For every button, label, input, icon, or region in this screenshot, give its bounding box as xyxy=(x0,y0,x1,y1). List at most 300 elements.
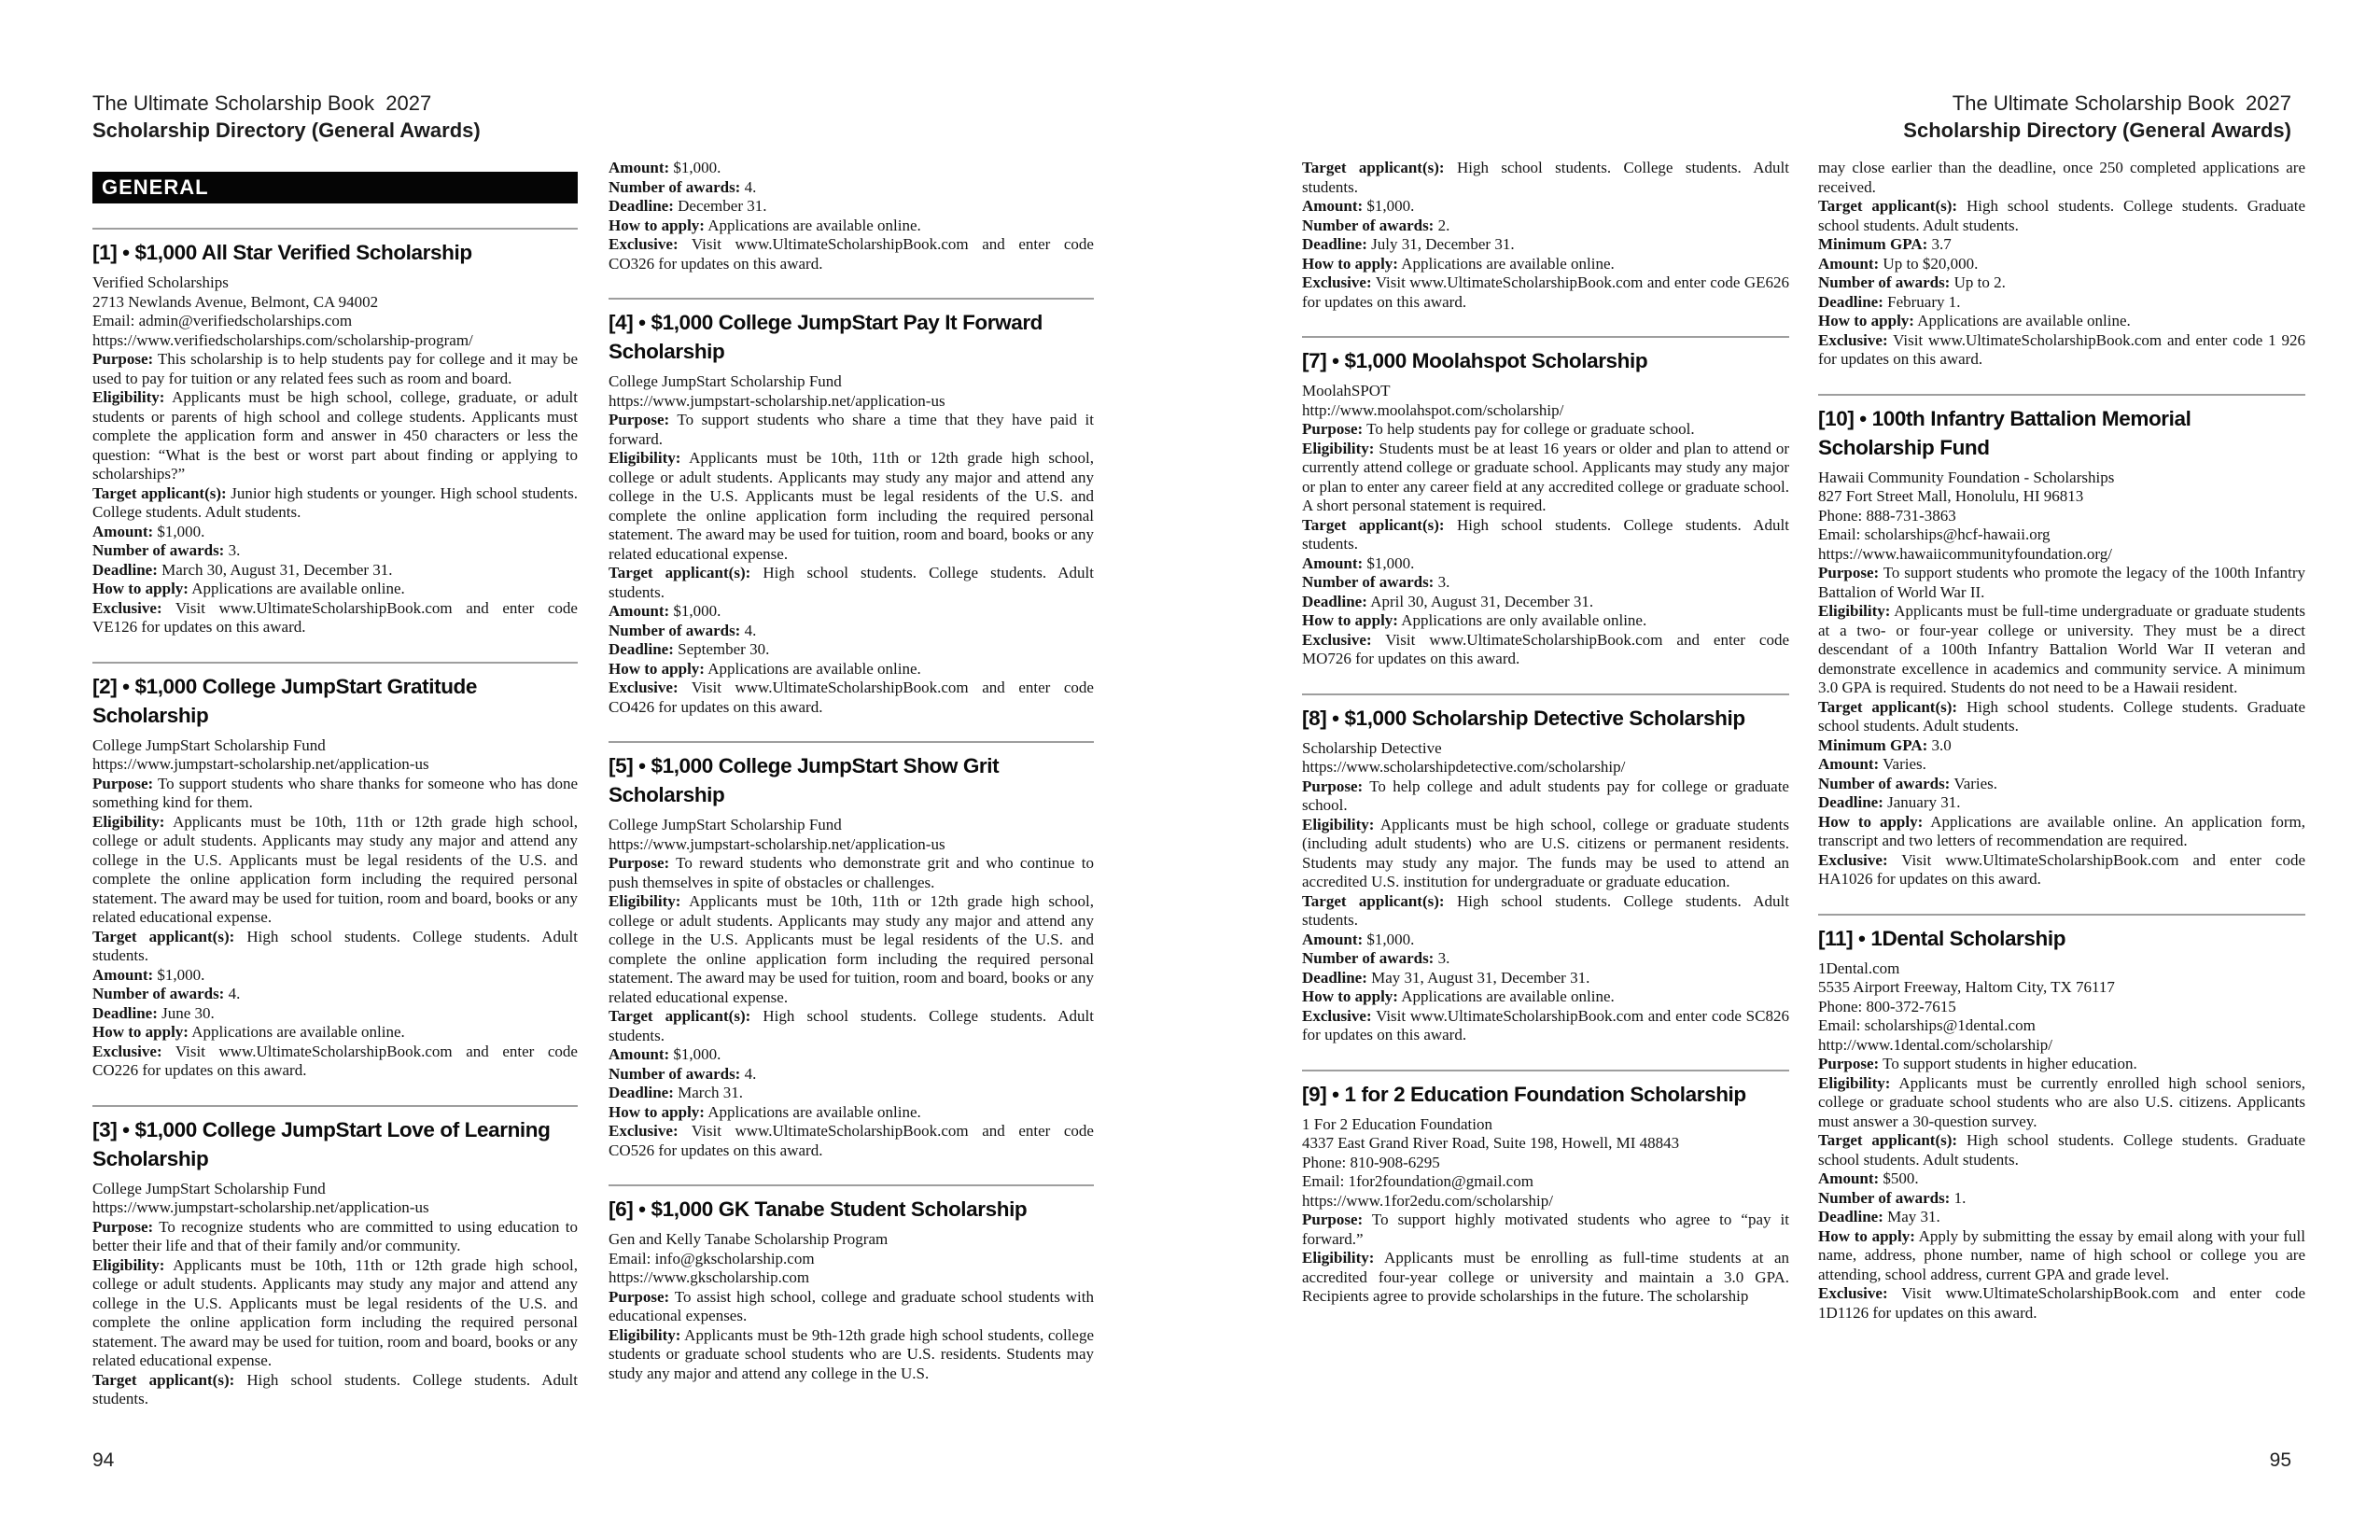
field-label: Purpose: xyxy=(609,411,670,428)
entry-field xyxy=(92,775,578,813)
field-text: Varies. xyxy=(1883,755,1926,773)
field-text: To support students who share thanks for someone who has done something kind for them. xyxy=(92,774,578,811)
entry-contact-line: College JumpStart Scholarship Fund xyxy=(92,735,326,754)
field-text: Applicants must be 10th, 11th or 12th grade high school, college or adult students. Applicants may study any major and attend any college in the U.S. Applicants must be legal residents of the U.S. and complete the online application form including the required personal statement. The award may be used for tuition, room and board, books or any related educational expense. xyxy=(609,892,1095,1006)
field-text: To recognize students who are committed to using education to better their life and that of their family and/or community. xyxy=(92,1217,578,1254)
entry-continuation xyxy=(1818,159,2305,370)
entry-contact-line: Verified Scholarships xyxy=(92,273,229,291)
field-text: High school students. College students. Adult students. xyxy=(92,1370,579,1407)
field-text: High school students. College students. Adult students. xyxy=(1302,159,1789,196)
field-label: Amount: xyxy=(1302,930,1364,948)
field-text: March 31. xyxy=(678,1084,744,1101)
field-label: How to apply: xyxy=(609,659,705,678)
field-label: Exclusive: xyxy=(92,1042,162,1060)
field-label: Exclusive: xyxy=(609,679,679,696)
directory-subtitle: Scholarship Directory (General Awards) xyxy=(92,119,481,142)
entry-contact-line: College JumpStart Scholarship Fund xyxy=(609,372,842,390)
field-text: To help students pay for college or graduate school. xyxy=(1366,420,1695,438)
entry-contact-line: Email: scholarships@hcf-hawaii.org xyxy=(1818,525,2051,543)
field-text: Applicants must be enrolling as full-time students at an accredited four-year college or university and maintain a 3.0 GPA. Recipients agree to provide scholarships in the future. The scholarship xyxy=(1302,1249,1789,1305)
entry-field xyxy=(1818,312,2305,331)
field-label: Deadline: xyxy=(1818,292,1883,311)
entry-field xyxy=(92,1218,578,1256)
field-text: To reward students who demonstrate grit and who continue to push themselves in spite of obstacles or challenges. xyxy=(609,854,1094,891)
entry-field xyxy=(1818,1169,2305,1189)
field-label: Amount: xyxy=(1818,254,1880,273)
entry-field xyxy=(1818,1074,2305,1132)
field-label: Amount: xyxy=(1818,755,1880,773)
entry-field xyxy=(1818,793,2305,813)
field-label: Exclusive: xyxy=(1302,273,1372,291)
entry-contact-line: 2713 Newlands Avenue, Belmont, CA 94002 xyxy=(92,292,379,311)
field-label: How to apply: xyxy=(1302,987,1398,1005)
entry-field xyxy=(92,561,578,581)
entry-field xyxy=(1302,1249,1789,1307)
field-text: To help college and adult students pay for college or graduate school. xyxy=(1302,777,1789,814)
entry-contact-line: 827 Fort Street Mall, Honolulu, HI 96813 xyxy=(1818,487,2084,505)
entry-contact-line: 5535 Airport Freeway, Haltom City, TX 76117 xyxy=(1818,978,2115,996)
field-text: 4. xyxy=(744,1064,757,1083)
field-text: Students must be at least 16 years or older and plan to attend or currently attend college or graduate school. Applicants may study any major or plan to enter any career field at any accredited college or graduate school. A short personal statement is required. xyxy=(1302,439,1790,514)
left-page-header xyxy=(92,90,481,144)
entry-field xyxy=(1818,1284,2305,1323)
field-label: Purpose: xyxy=(1818,1055,1880,1072)
field-label: Target applicant(s): xyxy=(1818,1131,1958,1149)
entry-field xyxy=(609,449,1094,564)
field-label: Target applicant(s): xyxy=(92,1370,235,1389)
entry-field xyxy=(1302,892,1789,931)
field-text: High school students. College students. Graduate school students. Adult students. xyxy=(1818,197,2305,234)
scholarship-entry xyxy=(609,741,1094,1160)
field-text: $1,000. xyxy=(1366,197,1415,215)
field-label: Exclusive: xyxy=(609,1122,679,1140)
field-text: Applications are only available online. xyxy=(1401,611,1647,629)
entry-continuation xyxy=(1302,159,1789,312)
scholarship-entry xyxy=(609,298,1094,717)
field-text: High school students. College students. Adult students. xyxy=(609,1007,1095,1044)
field-text: Applicants must be high school, college, graduate, or adult students or parents of high school and college students. Applicants must complete the application form and answer in 450 characters or less the question: “What is the best or worst part about finding or applying to scholarships?” xyxy=(92,388,579,483)
field-label: Exclusive: xyxy=(609,235,679,253)
entry-field xyxy=(1302,554,1789,574)
field-label: Deadline: xyxy=(1818,1208,1883,1225)
entry-contact-line: https://www.1for2edu.com/scholarship/ xyxy=(1302,1191,1553,1210)
entry-field xyxy=(609,159,1094,178)
entry-field xyxy=(92,523,578,542)
entry-field xyxy=(609,217,1094,236)
field-label: Target applicant(s): xyxy=(1302,515,1445,534)
field-text: High school students. College students. Adult students. xyxy=(1302,891,1789,929)
entry-field xyxy=(609,1045,1094,1065)
field-label: Exclusive: xyxy=(1818,330,1888,349)
entry-field xyxy=(92,541,578,561)
entry-contact-line: https://www.jumpstart-scholarship.net/application-us xyxy=(609,391,945,410)
entry-contact-line: https://www.scholarshipdetective.com/scholarship/ xyxy=(1302,758,1626,776)
entry-field xyxy=(1302,949,1789,969)
field-text: Visit www.UltimateScholarshipBook.com and enter code 1D1126 for updates on this award. xyxy=(1818,1284,2305,1322)
field-label: Deadline: xyxy=(609,197,674,215)
entry-field xyxy=(1302,273,1789,312)
field-text: Visit www.UltimateScholarshipBook.com and enter code CO426 for updates on this award. xyxy=(609,679,1094,716)
field-label: How to apply: xyxy=(1302,254,1398,273)
field-text: High school students. College students. Adult students. xyxy=(1302,515,1789,553)
field-text: 3. xyxy=(228,541,241,559)
entry-field xyxy=(609,1288,1094,1326)
field-label: How to apply: xyxy=(92,1023,189,1041)
field-text: 3. xyxy=(1437,573,1450,591)
entry-contact-line: Phone: 810-908-6295 xyxy=(1302,1153,1440,1171)
entry-field xyxy=(1818,1227,2305,1285)
entry-field xyxy=(92,928,578,966)
field-label: Eligibility: xyxy=(92,388,165,406)
entry-field xyxy=(1818,813,2305,851)
field-label: Purpose: xyxy=(92,774,154,792)
field-text: $1,000. xyxy=(1366,930,1415,948)
field-text: High school students. College students. Graduate school students. Adult students. xyxy=(1818,697,2305,735)
scholarship-entry xyxy=(92,662,578,1081)
entry-contact-line: https://www.verifiedscholarships.com/scholarship-program/ xyxy=(92,330,473,349)
entry-contact-line: Email: info@gkscholarship.com xyxy=(609,1249,815,1267)
field-text: Applications are available online. xyxy=(707,659,921,678)
entry-field xyxy=(1818,331,2305,370)
field-text: To support students who promote the legacy of the 100th Infantry Battalion of World War II. xyxy=(1818,564,2305,601)
field-text: February 1. xyxy=(1887,292,1961,311)
scholarship-entry xyxy=(1302,693,1789,1045)
field-label: Number of awards: xyxy=(1818,1188,1951,1207)
entry-field xyxy=(609,197,1094,217)
entry-contact-line: Hawaii Community Foundation - Scholarships xyxy=(1818,468,2115,486)
field-label: Deadline: xyxy=(1302,235,1367,253)
field-text: To assist high school, college and graduate school students with educational expenses. xyxy=(609,1287,1094,1324)
field-label: Purpose: xyxy=(1302,420,1364,438)
field-text: 4. xyxy=(744,621,757,639)
entry-field xyxy=(1302,197,1789,217)
field-text: September 30. xyxy=(678,640,770,658)
entry-contact-line: Email: admin@verifiedscholarships.com xyxy=(92,312,353,329)
field-label: Deadline: xyxy=(609,640,674,658)
field-text: Visit www.UltimateScholarshipBook.com and enter code CO226 for updates on this award. xyxy=(92,1042,578,1079)
entry-title: [5] • $1,000 College JumpStart Show Grit Scholarship xyxy=(609,754,1000,806)
entry-field xyxy=(92,1371,578,1409)
entry-field xyxy=(1302,593,1789,612)
entry-title: [11] • 1Dental Scholarship xyxy=(1818,926,2066,950)
field-label: Minimum GPA: xyxy=(1818,735,1928,754)
field-text: This scholarship is to help students pay for college and it may be used to pay for tuition or any related fees such as room and board. xyxy=(92,350,578,387)
entry-field xyxy=(609,1122,1094,1160)
field-label: Eligibility: xyxy=(92,812,165,831)
entry-field xyxy=(1302,777,1789,816)
scholarship-entry xyxy=(1818,394,2305,889)
field-label: Purpose: xyxy=(1302,777,1364,795)
field-label: Number of awards: xyxy=(1302,216,1435,234)
entry-contact-line: https://www.gkscholarship.com xyxy=(609,1268,810,1286)
entry-field xyxy=(1818,736,2305,756)
entry-field xyxy=(1818,293,2305,313)
field-text: $1,000. xyxy=(157,965,205,984)
entry-field xyxy=(1302,159,1789,197)
field-text: 3.7 xyxy=(1931,235,1952,253)
field-label: Target applicant(s): xyxy=(1818,697,1958,716)
entry-contact-line: Email: scholarships@1dental.com xyxy=(1818,1016,2036,1034)
entry-field xyxy=(92,813,578,928)
entry-field xyxy=(92,580,578,599)
field-label: Number of awards: xyxy=(609,621,741,639)
field-text: March 30, August 31, December 31. xyxy=(161,560,393,579)
entry-title: [7] • $1,000 Moolahspot Scholarship xyxy=(1302,349,1648,372)
field-label: How to apply: xyxy=(92,580,189,597)
field-label: Purpose: xyxy=(609,854,670,872)
entry-field xyxy=(609,1326,1094,1384)
field-text: Applications are available online. xyxy=(191,580,405,597)
entry-field xyxy=(92,1023,578,1043)
field-label: How to apply: xyxy=(609,1102,705,1121)
field-text: Applications are available online. An application form, transcript and two letters of recommendation are required. xyxy=(1818,812,2305,849)
field-label: Deadline: xyxy=(1302,592,1367,610)
entry-contact-line: Phone: 800-372-7615 xyxy=(1818,997,1956,1015)
field-text: Visit www.UltimateScholarshipBook.com and enter code CO326 for updates on this award. xyxy=(609,235,1094,273)
entry-field xyxy=(609,892,1094,1007)
entry-field xyxy=(92,985,578,1004)
entry-field xyxy=(609,854,1094,892)
field-label: Target applicant(s): xyxy=(609,1007,751,1025)
field-label: Eligibility: xyxy=(609,1325,681,1344)
field-label: How to apply: xyxy=(609,216,705,234)
entry-contact-line: Email: 1for2foundation@gmail.com xyxy=(1302,1172,1533,1190)
entry-field xyxy=(609,235,1094,273)
field-label: Eligibility: xyxy=(1302,1249,1375,1267)
entry-contact-line: Scholarship Detective xyxy=(1302,738,1442,757)
field-label: Eligibility: xyxy=(1302,815,1375,833)
entry-field xyxy=(1302,255,1789,274)
field-label: Amount: xyxy=(1818,1169,1880,1187)
entry-field xyxy=(1818,698,2305,736)
field-label: Exclusive: xyxy=(1818,1284,1888,1302)
field-text: July 31, December 31. xyxy=(1371,235,1515,253)
field-text: To support students in higher education. xyxy=(1883,1055,2137,1072)
field-text: 4. xyxy=(228,985,241,1002)
field-label: Deadline: xyxy=(92,1003,158,1022)
eligibility-continued-text: may close earlier than the deadline, once 250 completed applications are received. xyxy=(1818,159,2305,196)
field-text: Applications are available online. xyxy=(1401,987,1615,1005)
entry-field xyxy=(92,1004,578,1024)
entry-field xyxy=(1302,440,1789,516)
field-text: Applicants must be 10th, 11th or 12th grade high school, college or adult students. Applicants may study any major and attend any college in the U.S. Applicants must be legal residents of the U.S. and complete the online application form including the required personal statement. The award may be used for tuition, room and board, books or any related educational expense. xyxy=(92,1255,579,1369)
field-label: Amount: xyxy=(1302,197,1364,215)
entry-field xyxy=(1818,851,2305,889)
entry-title: [8] • $1,000 Scholarship Detective Scholarship xyxy=(1302,706,1745,730)
column-3 xyxy=(1302,159,1789,1307)
field-label: Exclusive: xyxy=(1818,850,1888,869)
field-text: Visit www.UltimateScholarshipBook.com and enter code GE626 for updates on this award. xyxy=(1302,273,1789,311)
entry-field xyxy=(1302,217,1789,236)
field-label: Exclusive: xyxy=(92,598,162,617)
entry-field xyxy=(1818,235,2305,255)
entry-contact-line: http://www.1dental.com/scholarship/ xyxy=(1818,1035,2053,1054)
field-label: Exclusive: xyxy=(1302,1006,1372,1025)
field-text: January 31. xyxy=(1887,793,1961,811)
field-text: 3.0 xyxy=(1931,735,1952,754)
entry-field xyxy=(1818,564,2305,602)
field-text: High school students. College students. Graduate school students. Adult students. xyxy=(1818,1131,2305,1169)
field-label: Amount: xyxy=(609,602,670,620)
entry-contact-line: https://www.jumpstart-scholarship.net/application-us xyxy=(92,755,429,773)
entry-field xyxy=(1818,1208,2305,1227)
section-header-bar: GENERAL xyxy=(92,172,578,203)
entry-field xyxy=(1818,755,2305,775)
field-text: $1,000. xyxy=(157,522,205,540)
field-label: Deadline: xyxy=(1818,793,1883,811)
entry-field xyxy=(1302,235,1789,255)
field-text: December 31. xyxy=(678,197,767,215)
field-text: Junior high students or younger. High school students. College students. Adult students. xyxy=(92,483,578,521)
field-text: May 31. xyxy=(1887,1208,1940,1225)
field-label: Target applicant(s): xyxy=(92,483,227,502)
field-label: Deadline: xyxy=(609,1084,674,1101)
scholarship-entry xyxy=(1302,336,1789,669)
entry-contact-line: 1Dental.com xyxy=(1818,959,1900,977)
entry-field xyxy=(92,388,578,484)
entry-contact-line: MoolahSPOT xyxy=(1302,382,1391,399)
entry-contact-line: https://www.hawaiicommunityfoundation.org/ xyxy=(1818,544,2112,563)
right-page-header xyxy=(1903,90,2291,144)
field-label: Purpose: xyxy=(1302,1211,1364,1228)
field-text: Applicants must be currently enrolled high school seniors, college or graduate school students who are also U.S. citizens. Applicants must answer a 30-question survey. xyxy=(1818,1073,2305,1130)
entry-field xyxy=(1302,611,1789,631)
field-label: Eligibility: xyxy=(1302,439,1375,457)
entry-field xyxy=(609,564,1094,602)
field-label: Eligibility: xyxy=(609,892,681,910)
field-label: Amount: xyxy=(609,1045,670,1063)
field-text: $500. xyxy=(1883,1169,1919,1187)
field-label: Deadline: xyxy=(92,560,158,579)
field-text: Applications are available online. xyxy=(707,216,921,234)
field-text: Up to $20,000. xyxy=(1883,254,1979,273)
entry-field xyxy=(1818,1189,2305,1209)
entry-field xyxy=(609,1065,1094,1085)
entry-field xyxy=(1818,255,2305,274)
field-text: To support students who share a time that they have paid it forward. xyxy=(609,411,1094,448)
entry-contact-line: College JumpStart Scholarship Fund xyxy=(92,1179,326,1197)
entry-field xyxy=(92,966,578,986)
entry-field xyxy=(92,350,578,388)
field-text: High school students. College students. Adult students. xyxy=(92,927,579,964)
field-text: Applicants must be 10th, 11th or 12th grade high school, college or adult students. Applicants may study any major and attend any college in the U.S. Applicants must be legal residents of the U.S. and complete the online application form including the required personal statement. The award may be used for tuition, room and board, books or any related educational expense. xyxy=(92,812,579,926)
field-text: April 30, August 31, December 31. xyxy=(1370,592,1594,610)
field-label: Eligibility: xyxy=(609,449,681,467)
entry-title: [9] • 1 for 2 Education Foundation Scholarship xyxy=(1302,1082,1746,1106)
field-text: Applications are available online. xyxy=(707,1102,921,1121)
field-text: 3. xyxy=(1437,949,1450,967)
field-text: Visit www.UltimateScholarshipBook.com and enter code VE126 for updates on this award. xyxy=(92,598,578,636)
entry-contact-line: http://www.moolahspot.com/scholarship/ xyxy=(1302,400,1564,419)
field-label: Target applicant(s): xyxy=(1302,891,1445,910)
entry-title: [4] • $1,000 College JumpStart Pay It Forward Scholarship xyxy=(609,311,1043,363)
field-label: Amount: xyxy=(92,522,154,540)
field-text: Apply by submitting the essay by email along with your full name, address, phone number, name of high school or college you are attending, school address, current GPA and grade level. xyxy=(1818,1226,2305,1283)
book-title: The Ultimate Scholarship Book 2027 xyxy=(92,91,432,115)
field-text: Visit www.UltimateScholarshipBook.com and enter code MO726 for updates on this award. xyxy=(1302,630,1789,667)
field-text: Visit www.UltimateScholarshipBook.com and enter code HA1026 for updates on this award. xyxy=(1818,850,2305,888)
field-label: Amount: xyxy=(92,965,154,984)
entry-field xyxy=(1302,631,1789,669)
entry-field xyxy=(609,1084,1094,1103)
column-4 xyxy=(1818,159,2305,1323)
entry-field xyxy=(1302,420,1789,440)
scholarship-entry xyxy=(92,228,578,637)
entry-field xyxy=(1302,931,1789,950)
field-label: How to apply: xyxy=(1818,312,1914,329)
field-text: Applications are available online. xyxy=(1917,312,2131,329)
entry-contact-line: Phone: 888-731-3863 xyxy=(1818,506,1956,525)
field-label: Amount: xyxy=(609,159,670,176)
entry-field xyxy=(609,1103,1094,1123)
field-label: Eligibility: xyxy=(92,1255,165,1274)
field-text: Visit www.UltimateScholarshipBook.com and enter code 1 926 for updates on this award. xyxy=(1818,330,2305,368)
field-text: High school students. College students. Adult students. xyxy=(609,564,1095,601)
field-label: Purpose: xyxy=(1818,564,1880,581)
entry-title: [2] • $1,000 College JumpStart Gratitude Scholarship xyxy=(92,674,477,727)
field-text: 1. xyxy=(1953,1188,1967,1207)
entry-title: [1] • $1,000 All Star Verified Scholarship xyxy=(92,241,472,264)
field-text: Visit www.UltimateScholarshipBook.com and enter code CO526 for updates on this award. xyxy=(609,1122,1094,1159)
column-1 xyxy=(92,172,578,1409)
entry-field xyxy=(609,178,1094,198)
field-label: Number of awards: xyxy=(1302,573,1435,591)
entry-field xyxy=(92,1043,578,1081)
field-label: Target applicant(s): xyxy=(1302,159,1445,176)
field-text: Up to 2. xyxy=(1953,273,2006,291)
field-text: May 31, August 31, December 31. xyxy=(1371,968,1590,987)
entry-field xyxy=(1818,1055,2305,1074)
field-text: To support highly motivated students who agree to “pay it forward.” xyxy=(1302,1211,1790,1248)
field-label: Deadline: xyxy=(1302,968,1367,987)
entry-field xyxy=(1302,816,1789,892)
field-label: Exclusive: xyxy=(1302,630,1372,649)
field-label: Number of awards: xyxy=(1302,949,1435,967)
field-text: Applicants must be 9th-12th grade high school students, college students or graduate school students who are U.S. residents. Students may study any major and attend any college in the U.S. xyxy=(609,1325,1094,1382)
entry-field xyxy=(1302,987,1789,1007)
entry-field xyxy=(1302,969,1789,988)
field-text: Applicants must be high school, college or graduate students (including adult students) who are U.S. citizens or permanent residents. Students may study any major. The funds may be used to attend an accredited U.S. institution for undergraduate or graduate education. xyxy=(1302,815,1789,890)
scholarship-entry xyxy=(1818,914,2305,1323)
scholarship-entry xyxy=(1302,1070,1789,1307)
entry-continuation xyxy=(609,159,1094,273)
entry-field xyxy=(609,411,1094,449)
field-text: 2. xyxy=(1437,216,1450,234)
field-text: Varies. xyxy=(1953,774,1998,792)
field-text: Visit www.UltimateScholarshipBook.com and enter code SC826 for updates on this award. xyxy=(1302,1006,1789,1043)
field-text: June 30. xyxy=(161,1003,215,1022)
field-text: Applicants must be full-time undergraduate or graduate students at a two- or four-year college or university. They must be a direct descendant of a 100th Infantry Battalion World War II veteran and demonstrate excellence in academics and community service. A minimum 3.0 GPA is required. Students do not need to be a Hawaii resident. xyxy=(1818,602,2306,696)
entry-field xyxy=(609,640,1094,660)
column-2 xyxy=(609,159,1094,1383)
directory-subtitle: Scholarship Directory (General Awards) xyxy=(1903,119,2291,142)
entry-field xyxy=(1302,1007,1789,1045)
field-text: $1,000. xyxy=(673,1045,721,1063)
scholarship-entry xyxy=(92,1105,578,1409)
entry-field xyxy=(1302,573,1789,593)
field-label: Number of awards: xyxy=(92,985,225,1002)
field-text: Applications are available online. xyxy=(191,1023,405,1041)
entry-contact-line: Gen and Kelly Tanabe Scholarship Program xyxy=(609,1230,889,1248)
field-label: Target applicant(s): xyxy=(609,564,751,581)
field-label: Purpose: xyxy=(92,350,154,368)
entry-field xyxy=(609,679,1094,717)
field-label: Number of awards: xyxy=(1818,774,1951,792)
entry-field xyxy=(609,1007,1094,1045)
entry-contact-line: College JumpStart Scholarship Fund xyxy=(609,816,842,833)
field-label: Target applicant(s): xyxy=(1818,197,1958,215)
field-text: Applications are available online. xyxy=(1401,254,1615,273)
